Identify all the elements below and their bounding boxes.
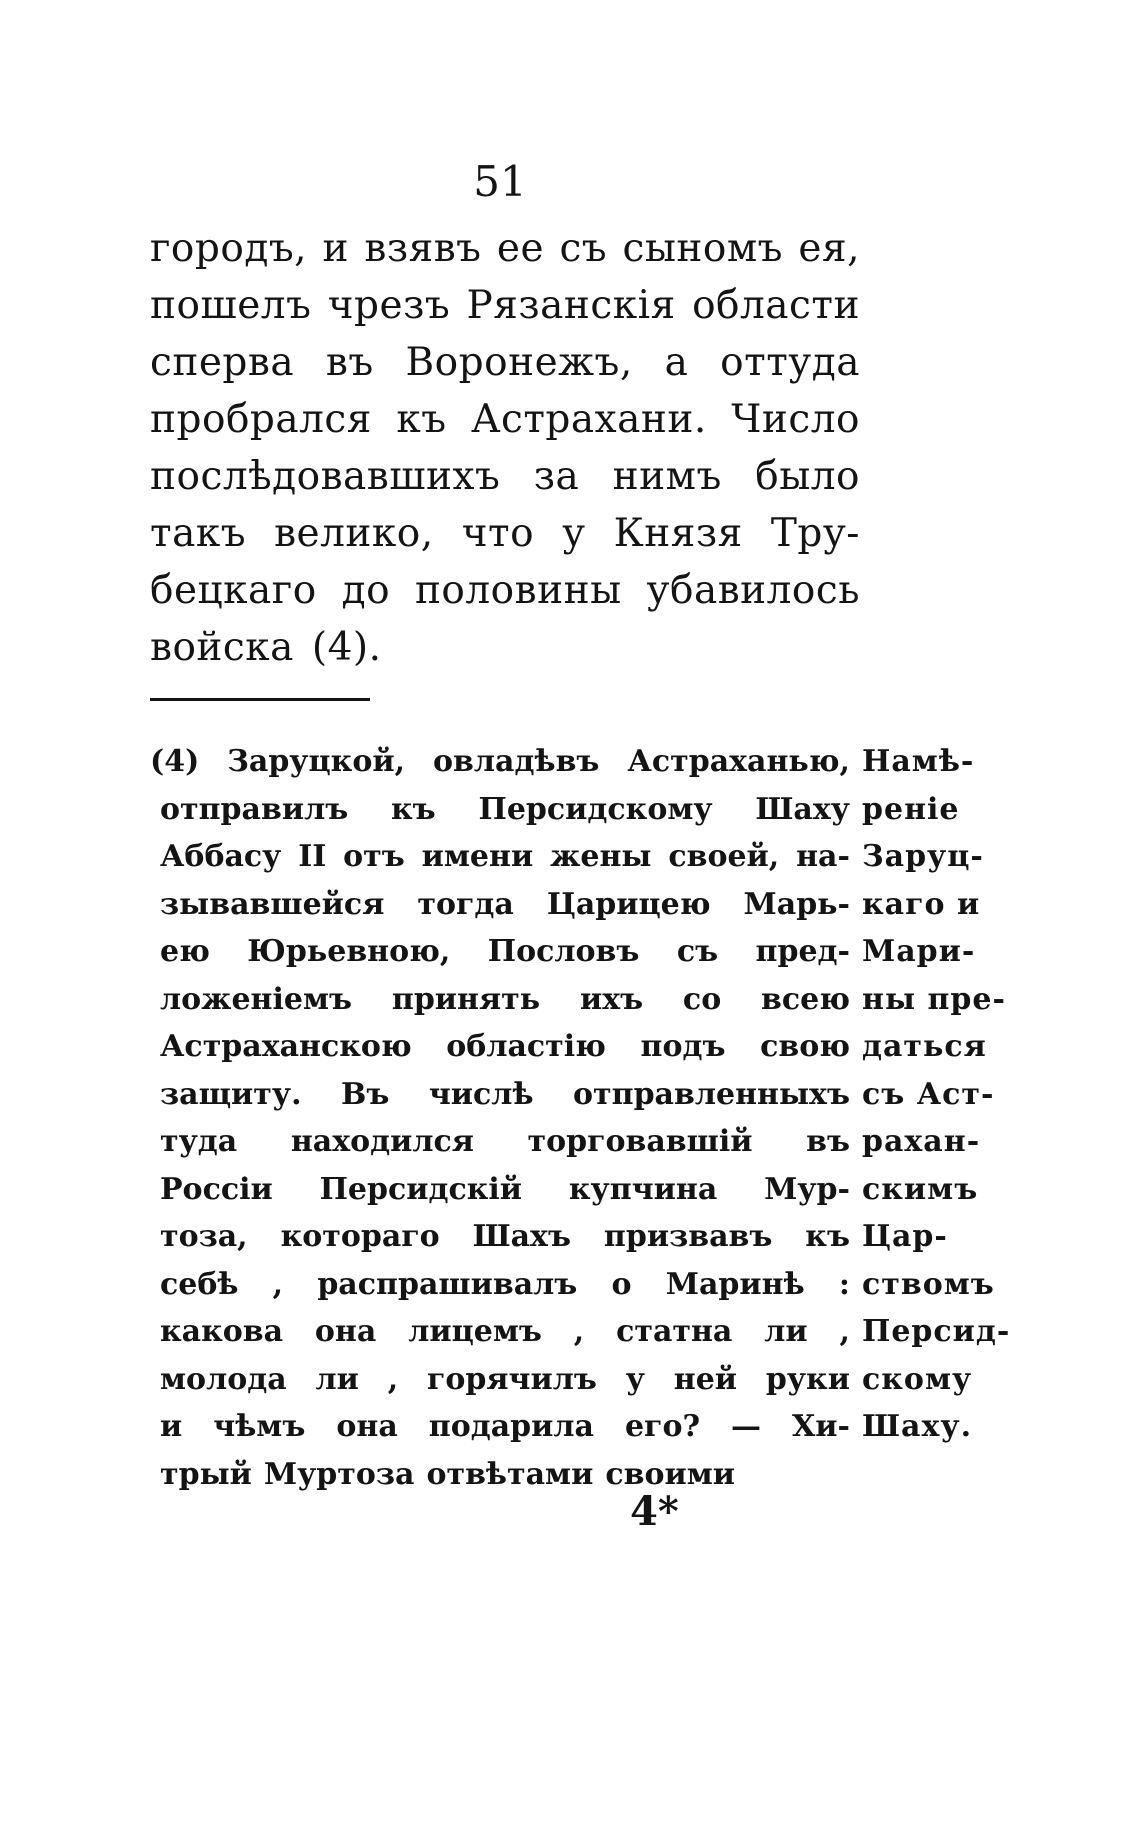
footnote-word: статна <box>616 1314 733 1349</box>
main-text-word: чрезъ <box>327 283 451 328</box>
footnote-word: своей, <box>668 839 780 874</box>
footnote-word: молода <box>160 1361 287 1397</box>
footnote-word: ложеніемъ <box>160 981 353 1017</box>
footnote-line <box>150 1308 850 1356</box>
main-text-word: ея, <box>798 226 860 271</box>
footnote-line <box>150 1213 850 1261</box>
main-text-word: въ <box>325 340 374 385</box>
margin-note-line: Намѣ- <box>862 744 975 779</box>
footnote-word: Персидскій <box>319 1171 523 1207</box>
footnote-word: трый <box>160 1456 252 1492</box>
footnote-block <box>150 738 850 1498</box>
signature-mark: 4* <box>630 1488 679 1535</box>
footnote-word: (4) <box>150 744 200 779</box>
main-text-word: убавилось <box>646 568 860 613</box>
footnote-word: его? <box>624 1409 701 1444</box>
footnote-word: туда <box>160 1124 238 1159</box>
main-text-line <box>150 391 860 448</box>
footnote-word: Шахъ <box>472 1219 571 1254</box>
main-text-line <box>150 448 860 505</box>
footnote-line <box>150 1451 850 1499</box>
footnote-word: ли <box>315 1361 359 1397</box>
footnote-word: Юрьевною, <box>247 934 451 969</box>
main-text-word: Воронежъ, <box>405 340 633 385</box>
main-text-word: взявъ <box>364 226 482 271</box>
footnote-word: Пословъ <box>487 934 640 969</box>
footnote-word: ней <box>673 1361 738 1397</box>
footnote-word: Маринѣ <box>665 1266 805 1302</box>
footnote-word: Царицею <box>546 886 711 922</box>
footnote-word: ихъ <box>579 981 644 1017</box>
margin-note-line: съ Аст- <box>862 1076 995 1112</box>
footnote-word: подъ <box>640 1029 726 1064</box>
main-text-word: области <box>692 283 860 328</box>
footnote-word: ею <box>160 934 210 969</box>
footnote-word: призвавъ <box>603 1219 773 1254</box>
footnote-word: чѣмъ <box>213 1409 306 1444</box>
footnote-word: защиту. <box>160 1076 302 1112</box>
margin-note-line: Персид- <box>862 1314 1011 1349</box>
footnote-word: Хи- <box>792 1409 850 1444</box>
footnote-word: отправленныхъ <box>573 1076 850 1112</box>
footnote-word: горячилъ <box>426 1361 597 1397</box>
main-text-word: сыномъ <box>622 226 783 271</box>
footnote-word: тогда <box>417 886 514 922</box>
footnote-word: отвѣтами <box>426 1456 594 1492</box>
footnote-word: : <box>838 1266 850 1302</box>
main-text-line <box>150 619 860 676</box>
main-text-word: и <box>322 226 349 271</box>
main-text-word: за <box>533 454 580 499</box>
footnote-word: жены <box>550 839 652 874</box>
footnote-word: распрашивалъ <box>317 1266 578 1302</box>
footnote-line <box>150 738 850 786</box>
main-text-word: было <box>755 454 860 499</box>
footnote-word: купчина <box>568 1171 718 1207</box>
footnote-line <box>150 833 850 881</box>
main-text-word: нимъ <box>612 454 722 499</box>
main-text-word: послѣдовавшихъ <box>150 454 501 499</box>
margin-note-line: Цар- <box>862 1219 948 1254</box>
footnote-word: и <box>160 1409 183 1444</box>
footnote-line <box>150 786 850 834</box>
footnote-word: лицемъ <box>408 1314 542 1349</box>
main-text-word: Тру- <box>770 511 860 556</box>
main-text-word: велико, <box>274 511 434 556</box>
main-text-line <box>150 562 860 619</box>
main-text-word: половины <box>414 568 622 613</box>
footnote-word: къ <box>805 1219 850 1254</box>
footnote-word: свою <box>760 1029 850 1064</box>
footnote-word: въ <box>806 1124 850 1159</box>
footnote-line <box>150 976 850 1024</box>
footnote-word: Астраханскою <box>160 1029 412 1064</box>
footnote-word: Въ <box>341 1076 390 1112</box>
main-text-word: Астрахани. <box>470 397 707 442</box>
margin-note-line: реніе <box>862 791 960 827</box>
footnote-word: своими <box>605 1456 736 1492</box>
footnote-word: котораго <box>280 1219 440 1254</box>
margin-note-line: каго и <box>862 886 981 922</box>
main-text-word: ее <box>496 226 545 271</box>
footnote-word: Россіи <box>160 1171 273 1207</box>
main-text-word: бецкаго <box>150 568 317 613</box>
footnote-word: всею <box>761 981 850 1017</box>
margin-note-line: даться <box>862 1029 987 1064</box>
footnote-word: Заруцкой, <box>227 744 406 779</box>
footnote-word: отъ <box>343 839 405 874</box>
margin-note-line: скимъ <box>862 1171 979 1207</box>
footnote-word: ли <box>764 1314 808 1349</box>
main-text-word: сперва <box>150 340 295 385</box>
main-text-word: а <box>664 340 689 385</box>
footnote-word: числѣ <box>428 1076 534 1112</box>
footnote-word: себѣ <box>160 1266 239 1302</box>
margin-note-line: Заруц- <box>862 839 984 874</box>
footnote-word: , <box>387 1361 399 1397</box>
footnote-line <box>150 1023 850 1071</box>
footnote-word: подарила <box>428 1409 594 1444</box>
footnote-word: принять <box>391 981 541 1017</box>
footnote-word: , <box>573 1314 585 1349</box>
footnote-word: съ <box>676 934 719 969</box>
main-text-line <box>150 505 860 562</box>
footnote-word: о <box>611 1266 632 1302</box>
footnote-word: овладѣвъ <box>433 744 600 779</box>
footnote-word: Персидскому <box>478 791 713 827</box>
footnote-word: имени <box>421 839 534 874</box>
footnote-word: къ <box>391 791 436 827</box>
footnote-word: какова <box>160 1314 284 1349</box>
main-text-word: у <box>562 511 586 556</box>
main-text-word: къ <box>396 397 447 442</box>
main-text-word: пошелъ <box>150 283 312 328</box>
footnote-word: II <box>298 839 327 874</box>
footnote-word: — <box>731 1409 762 1444</box>
margin-note-line: ны пре- <box>862 981 1006 1017</box>
footnote-word: отправилъ <box>160 791 349 827</box>
footnote-word: на- <box>796 839 850 874</box>
main-text-word: что <box>461 511 535 556</box>
footnote-line <box>150 881 850 929</box>
footnote-word: у <box>625 1361 645 1397</box>
footnote-word: Аббасу <box>160 839 282 874</box>
main-text-word: оттуда <box>720 340 860 385</box>
margin-note-block <box>862 738 1011 1451</box>
main-text-word: городъ, <box>150 226 308 271</box>
footnote-word: находился <box>290 1124 474 1159</box>
footnote-word: Шаху <box>755 791 850 827</box>
footnote-line <box>150 1261 850 1309</box>
footnote-word: тоза, <box>160 1219 248 1254</box>
footnote-word: торговавшій <box>527 1124 753 1159</box>
margin-note-line: рахан- <box>862 1124 981 1159</box>
footnote-line <box>150 928 850 976</box>
footnote-word: со <box>682 981 722 1017</box>
footnote-separator-rule <box>150 698 370 701</box>
main-text-word: (4). <box>311 625 382 670</box>
main-text-line <box>150 334 860 391</box>
footnote-word: зывавшейся <box>160 886 385 922</box>
footnote-line <box>150 1166 850 1214</box>
footnote-word: руки <box>765 1361 850 1397</box>
main-text-word: такъ <box>150 511 247 556</box>
footnote-word: она <box>314 1314 377 1349</box>
footnote-line <box>150 1071 850 1119</box>
footnote-word: пред- <box>755 934 850 969</box>
footnote-word: , <box>839 1314 850 1349</box>
footnote-word: Муртоза <box>263 1456 415 1492</box>
margin-note-line: Мари- <box>862 934 976 969</box>
main-text-line <box>150 277 860 334</box>
footnote-word: , <box>272 1266 284 1302</box>
margin-note-line: Шаху. <box>862 1409 973 1444</box>
main-text-word: Князя <box>613 511 743 556</box>
main-text-word: до <box>341 568 391 613</box>
footnote-word: областію <box>446 1029 606 1064</box>
footnote-line <box>150 1403 850 1451</box>
page-number: 51 <box>473 157 527 206</box>
main-text-word: Рязанскія <box>466 283 676 328</box>
margin-note-line: скому <box>862 1361 973 1397</box>
main-text-word: пробрался <box>150 397 372 442</box>
main-text-block <box>150 220 860 676</box>
main-text-word: войска <box>150 625 294 670</box>
footnote-line <box>150 1118 850 1166</box>
main-text-line <box>150 220 860 277</box>
footnote-word: Мур- <box>764 1171 850 1207</box>
footnote-word: Астраханью, <box>627 744 850 779</box>
footnote-word: она <box>336 1409 398 1444</box>
footnote-word: Марь- <box>743 886 850 922</box>
footnote-line <box>150 1356 850 1404</box>
main-text-word: съ <box>559 226 608 271</box>
margin-note-line: ствомъ <box>862 1266 995 1302</box>
main-text-word: Число <box>731 397 860 442</box>
